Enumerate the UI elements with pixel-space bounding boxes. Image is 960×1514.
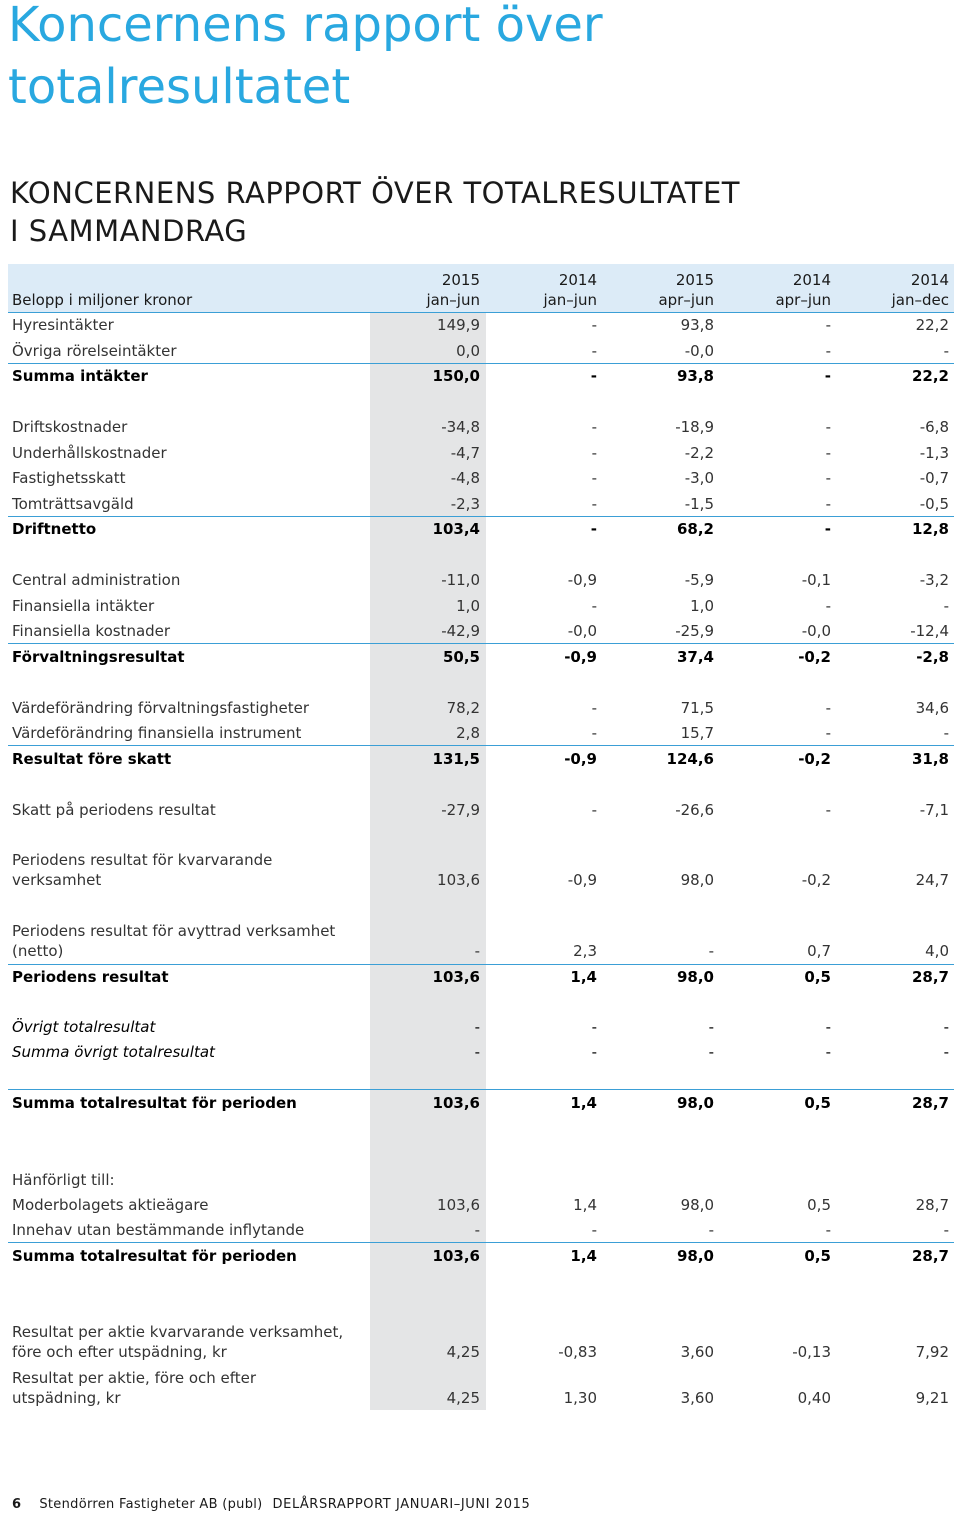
table-row: Periodens resultat för kvarvarande verksamhet 103,6 -0,9 98,0 -0,2 24,7	[12, 851, 949, 889]
table-row-subtotal: Förvaltningsresultat 50,5 -0,9 37,4 -0,2 -2,8	[12, 648, 949, 666]
table-row: Driftskostnader -34,8 - -18,9 - -6,8	[12, 418, 949, 436]
section-title-line2: I SAMMANDRAG	[10, 214, 248, 248]
table-row: Värdeförändring finansiella instrument 2,8 - 15,7 - -	[12, 724, 949, 742]
table-rule	[8, 1089, 954, 1090]
footer-document-title: DELÅRSRAPPORT JANUARI–JUNI 2015	[272, 1497, 531, 1512]
table-header-label: Belopp i miljoner kronor	[12, 291, 193, 309]
table-rule	[8, 964, 954, 965]
column-header-2: 2014 jan–jun	[543, 271, 597, 309]
table-row: Övrigt totalresultat - - - - -	[12, 1018, 949, 1036]
table-row: Tomträttsavgäld -2,3 - -1,5 - -0,5	[12, 495, 949, 513]
footer-company: Stendörren Fastigheter AB (publ)	[39, 1497, 263, 1512]
column-header-5: 2014 jan–dec	[891, 271, 949, 309]
table-rule	[8, 745, 954, 746]
table-row: Resultat per aktie kvarvarande verksamhet, före och efter utspädning, kr 4,25 -0,83 3,60 -0,13 7,92	[12, 1323, 949, 1361]
table-row: Central administration -11,0 -0,9 -5,9 -0,1 -3,2	[12, 571, 949, 589]
table-row-subtotal: Driftnetto 103,4 - 68,2 - 12,8	[12, 520, 949, 538]
table-row-total: Summa totalresultat för perioden 103,6 1,4 98,0 0,5 28,7	[12, 1094, 949, 1112]
table-rule	[8, 312, 954, 313]
table-row-heading: Hänförligt till:	[12, 1171, 115, 1189]
table-row: Skatt på periodens resultat -27,9 - -26,6 - -7,1	[12, 801, 949, 819]
table-row: Övriga rörelseintäkter 0,0 - -0,0 - -	[12, 342, 949, 360]
table-row: Periodens resultat för avyttrad verksamhet (netto) - 2,3 - 0,7 4,0	[12, 922, 949, 960]
table-row-total: Summa totalresultat för perioden 103,6 1,4 98,0 0,5 28,7	[12, 1247, 949, 1265]
column-header-4: 2014 apr–jun	[775, 271, 831, 309]
column-header-3: 2015 apr–jun	[658, 271, 714, 309]
table-row: Fastighetsskatt -4,8 - -3,0 - -0,7	[12, 469, 949, 487]
section-title	[10, 174, 740, 250]
table-rule	[8, 516, 954, 517]
table-row: Underhållskostnader -4,7 - -2,2 - -1,3	[12, 444, 949, 462]
table-row: Finansiella kostnader -42,9 -0,0 -25,9 -0,0 -12,4	[12, 622, 949, 640]
table-row: Värdeförändring förvaltningsfastigheter 78,2 - 71,5 - 34,6	[12, 699, 949, 717]
section-title-line1: KONCERNENS RAPPORT ÖVER TOTALRESULTATET	[10, 176, 741, 210]
table-rule	[8, 363, 954, 364]
table-row: Hyresintäkter 149,9 - 93,8 - 22,2	[12, 316, 949, 334]
page-title	[8, 0, 603, 118]
table-row: Resultat per aktie, före och efter utspädning, kr 4,25 1,30 3,60 0,40 9,21	[12, 1369, 949, 1407]
table-header-row	[12, 270, 954, 310]
page-title-line2: totalresultatet	[8, 59, 351, 115]
page-footer	[12, 1496, 530, 1514]
table-row: Finansiella intäkter 1,0 - 1,0 - -	[12, 597, 949, 615]
table-row: Summa övrigt totalresultat - - - - -	[12, 1043, 949, 1061]
table-rule	[8, 1242, 954, 1243]
table-row-subtotal: Periodens resultat 103,6 1,4 98,0 0,5 28,7	[12, 968, 949, 986]
table-row: Moderbolagets aktieägare 103,6 1,4 98,0 0,5 28,7	[12, 1196, 949, 1214]
table-row: Innehav utan bestämmande inflytande - - - - -	[12, 1221, 949, 1239]
table-row-subtotal: Summa intäkter 150,0 - 93,8 - 22,2	[12, 367, 949, 385]
table-rule	[8, 643, 954, 644]
page-title-line1: Koncernens rapport över	[8, 0, 603, 53]
page-number: 6	[12, 1497, 22, 1512]
table-row-subtotal: Resultat före skatt 131,5 -0,9 124,6 -0,2 31,8	[12, 750, 949, 768]
column-header-1: 2015 jan–jun	[426, 271, 480, 309]
